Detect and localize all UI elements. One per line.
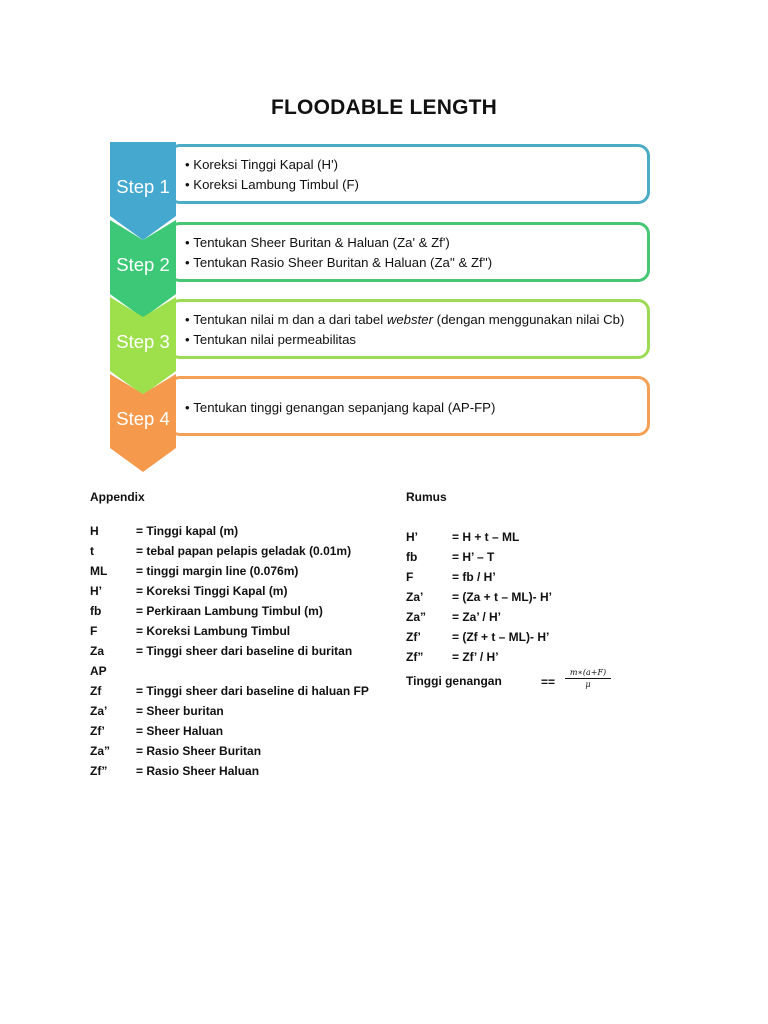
appendix-section [90, 490, 390, 790]
rumus-value: = (Zf + t – ML)- H’ [452, 630, 550, 644]
rumus-key: Zf’ [406, 630, 421, 644]
appendix-key: H [90, 524, 99, 538]
step-4-box [168, 376, 650, 436]
formula-numerator: m∗(a+F) [565, 668, 611, 679]
step-3-text-em: webster [386, 312, 434, 327]
rumus-key: Za” [406, 610, 427, 624]
rumus-value: = fb / H’ [452, 570, 496, 584]
list-item [185, 310, 639, 330]
appendix-value: = Tinggi kapal (m) [136, 524, 239, 538]
rumus-key: fb [406, 550, 418, 564]
rumus-value: = H’ – T [452, 550, 495, 564]
rumus-section [406, 490, 706, 710]
appendix-key: H’ [90, 584, 102, 598]
appendix-key: ML [90, 564, 108, 578]
appendix-key: Zf [90, 684, 102, 698]
list-item: • Koreksi Lambung Timbul (F) [185, 175, 639, 195]
rumus-key: Tinggi genangan [406, 674, 502, 688]
appendix-value: = Sheer Haluan [136, 724, 224, 738]
list-item: • Tentukan Sheer Buritan & Haluan (Za' & Zf') [185, 233, 639, 253]
list-item: • Tentukan tinggi genangan sepanjang kapal (AP-FP) [185, 398, 639, 418]
step-4 [110, 374, 658, 472]
appendix-value: = Perkiraan Lambung Timbul (m) [136, 604, 323, 618]
list-item: • Koreksi Tinggi Kapal (H') [185, 155, 639, 175]
step-4-list [185, 398, 639, 418]
formula-equals: == [541, 675, 556, 689]
formula-denominator: μ [585, 680, 591, 689]
appendix-heading: Appendix [90, 490, 145, 504]
page-title: FLOODABLE LENGTH [270, 96, 498, 119]
rumus-key: F [406, 570, 414, 584]
appendix-value: = tinggi margin line (0.076m) [136, 564, 299, 578]
appendix-key: F [90, 624, 98, 638]
appendix-value: = tebal papan pelapis geladak (0.01m) [136, 544, 352, 558]
step-2-list [185, 233, 639, 273]
step-2-box [168, 222, 650, 282]
list-item: • Tentukan nilai permeabilitas [185, 330, 639, 350]
formula-fraction [565, 668, 611, 689]
step-3-list [185, 310, 639, 350]
appendix-value: = Tinggi sheer dari baseline di buritan [136, 644, 353, 658]
step-3-text-post: (dengan menggunakan nilai Cb) [433, 312, 625, 327]
step-2-label: Step 2 [116, 254, 170, 275]
rumus-value: = Zf’ / H’ [452, 650, 499, 664]
appendix-value: = Tinggi sheer dari baseline di haluan FP [136, 684, 369, 698]
step-3-text-pre: Tentukan nilai m dan a dari tabel [193, 312, 387, 327]
appendix-key: Za” [90, 744, 111, 758]
step-1-box [168, 144, 650, 204]
rumus-heading: Rumus [406, 490, 447, 504]
appendix-key: Za’ [90, 704, 108, 718]
appendix-value: = Rasio Sheer Buritan [136, 744, 262, 758]
appendix-key: Zf’ [90, 724, 105, 738]
step-3-label: Step 3 [116, 331, 170, 352]
appendix-key: fb [90, 604, 102, 618]
step-1-label: Step 1 [116, 176, 170, 197]
appendix-value: = Rasio Sheer Haluan [136, 764, 260, 778]
appendix-key: t [90, 544, 94, 558]
appendix-value: = Sheer buritan [136, 704, 224, 718]
appendix-key: Za [90, 644, 105, 658]
appendix-value: = Koreksi Lambung Timbul [136, 624, 291, 638]
step-4-label: Step 4 [116, 408, 170, 429]
rumus-key: Zf” [406, 650, 424, 664]
step-3-box [168, 299, 650, 359]
rumus-value: = H + t – ML [452, 530, 520, 544]
rumus-key: H’ [406, 530, 418, 544]
rumus-value: = (Za + t – ML)- H’ [452, 590, 553, 604]
appendix-key: Zf” [90, 764, 108, 778]
rumus-value: = Za’ / H’ [452, 610, 502, 624]
list-item: • Tentukan Rasio Sheer Buritan & Haluan (Za'' & Zf'') [185, 253, 639, 273]
appendix-value: = Koreksi Tinggi Kapal (m) [136, 584, 288, 598]
step-1-list [185, 155, 639, 195]
appendix-key: AP [90, 664, 107, 678]
rumus-key: Za’ [406, 590, 424, 604]
